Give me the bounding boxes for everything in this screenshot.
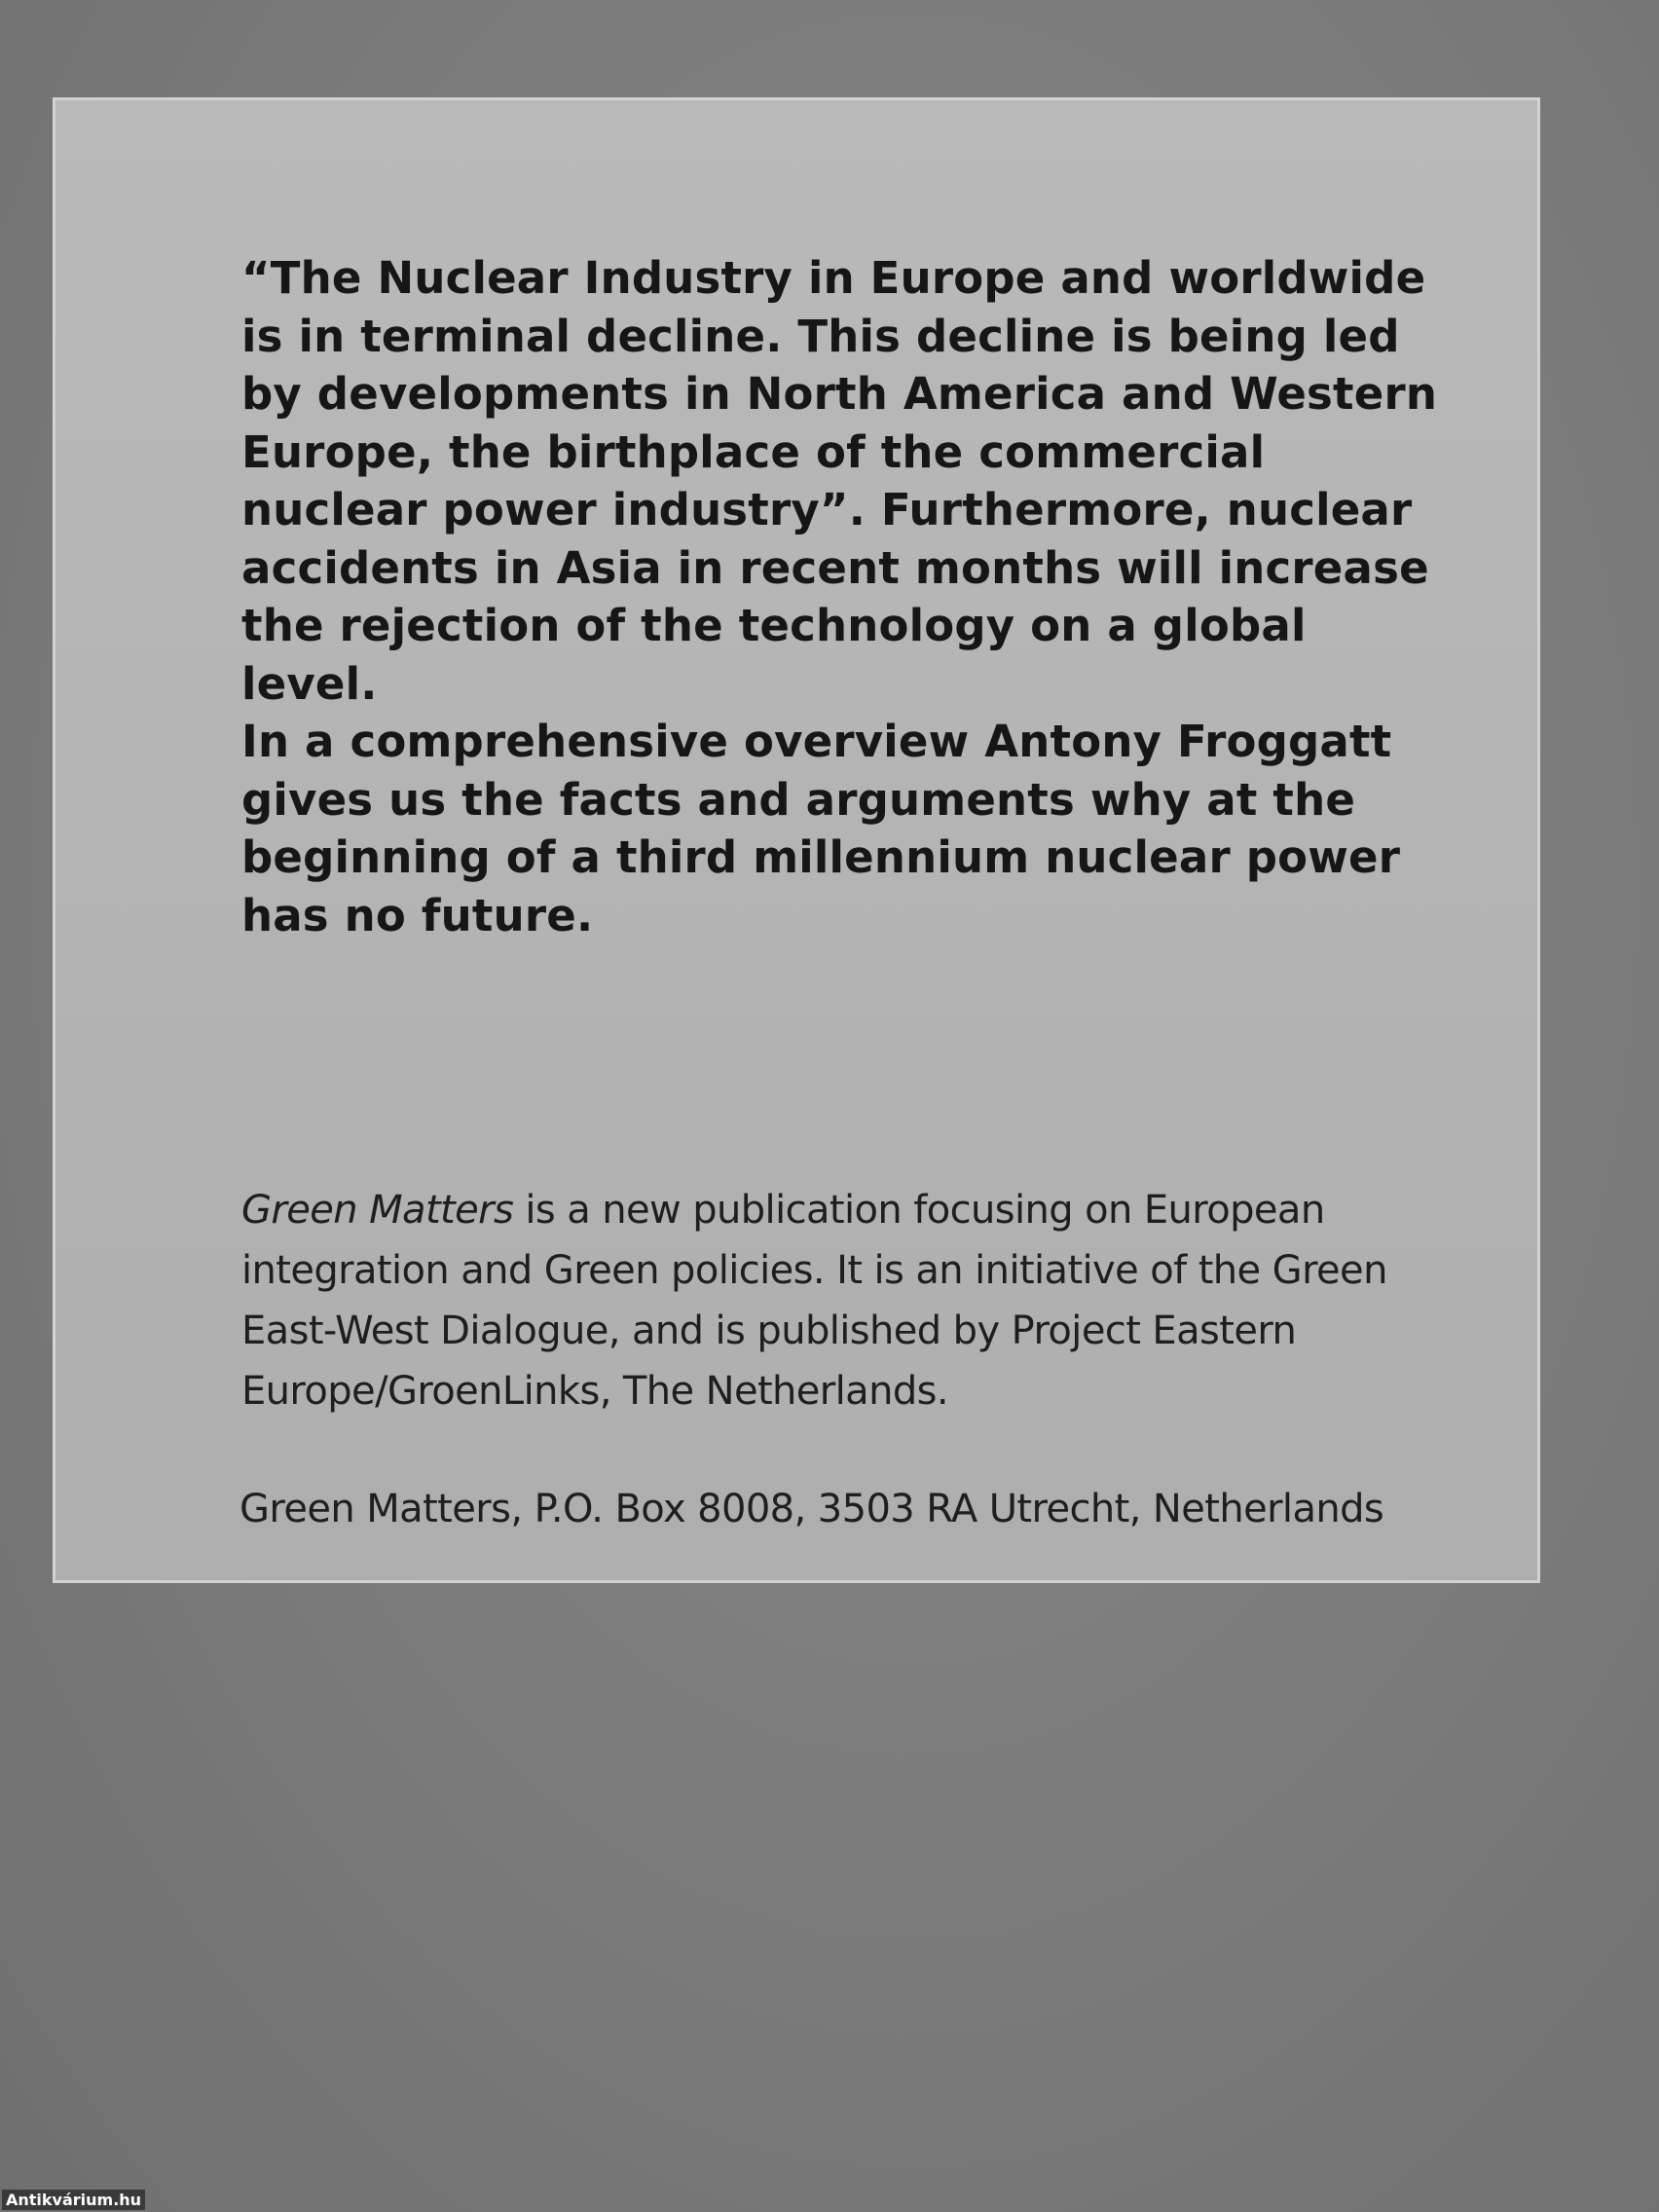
source-watermark: Antikvárium.hu	[2, 2190, 145, 2210]
blurb-paragraph-quote: “The Nuclear Industry in Europe and worldwide is in terminal decline. This decline is being led by developments in North America and Western Europe, the birthplace of the commercial nuclear power industry”. Furthermore, nuclear accidents in Asia in recent months will increase the rejection of the technology on a global level.	[241, 252, 1438, 710]
publication-description	[241, 1180, 1468, 1421]
publication-name: Green Matters	[241, 1188, 514, 1233]
publication-description-text: is a new publication focusing on European integration and Green policies. It is an initiative of the Green East-West Dialogue, and is published by Project Eastern Europe/GroenLinks, The Netherlands.	[241, 1188, 1387, 1414]
publisher-address: Green Matters, P.O. Box 8008, 3503 RA Utrecht, Netherlands	[240, 1487, 1384, 1531]
blurb-text	[241, 249, 1449, 944]
blurb-paragraph-overview: In a comprehensive overview Antony Froggatt gives us the facts and arguments why at the beginning of a third millennium nuclear power has no future.	[241, 716, 1401, 941]
